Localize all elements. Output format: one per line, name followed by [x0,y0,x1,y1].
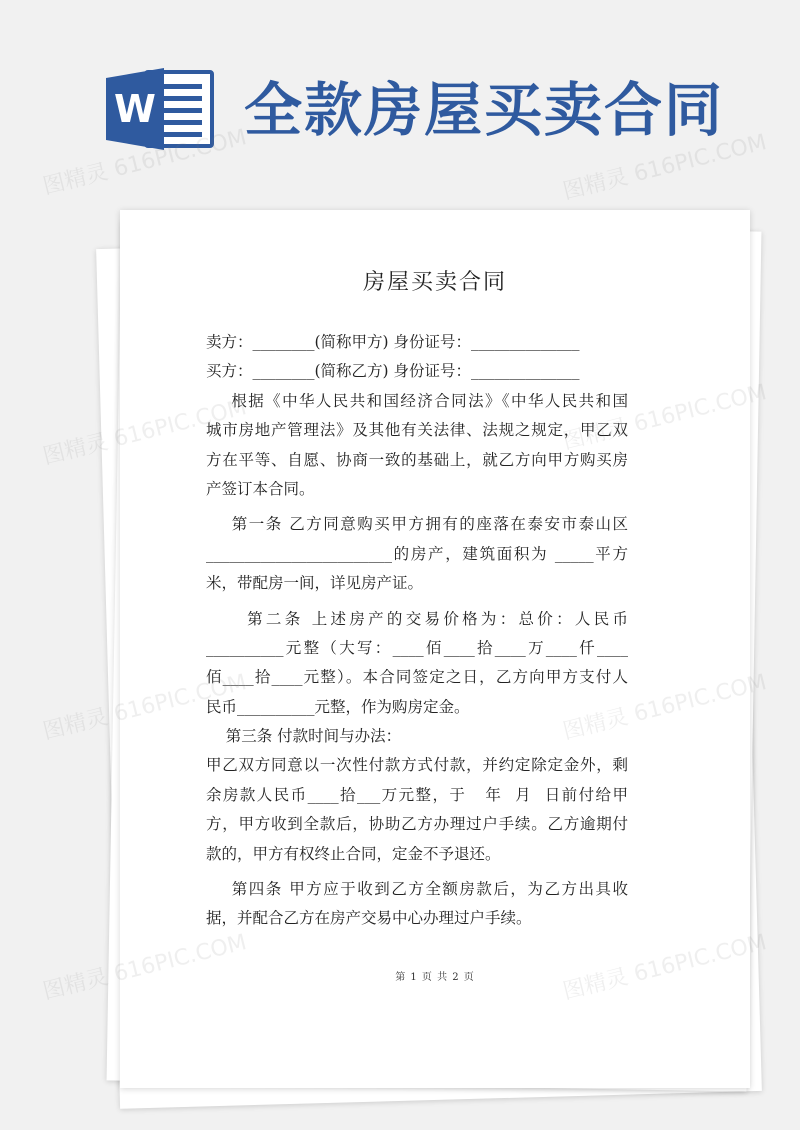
text-line: 城市房地产管理法》及其他有关法律、法规之规定，甲乙双 [206,421,628,440]
text-line: 米，带配房一间，详见房产证。 [206,574,424,593]
watermark: 图精灵 616PIC.COM [40,125,250,200]
text-line: 产签订本合同。 [206,479,315,498]
text-line: 甲乙双方同意以一次性付款方式付款，并约定除定金外，剩 [206,756,628,775]
text-line: 第二条 上述房产的交易价格为：总价：人民币 [206,609,628,628]
text-line: 第三条 付款时间与办法： [206,727,402,746]
watermark: 图精灵 [40,704,111,745]
text-line: __________元整（大写：____佰____拾____万____仟____ [206,638,628,657]
document-page [120,210,750,1088]
text-line: 佰____拾____元整）。本合同签定之日，乙方向甲方支付人 [206,668,628,687]
text-line: 余房款人民币____拾___万元整，于 年 月 日前付给甲 [206,785,628,804]
text-line: 卖方：________(简称甲方) 身份证号：______________ [206,333,580,351]
text-line: 民币__________元整，作为购房定金。 [206,697,470,716]
watermark: 图精灵 616PIC.COM [560,130,770,205]
document-body [206,328,628,934]
text-line: ________________________的房产，建筑面积为 _____平方 [206,544,628,563]
text-line: 方，甲方收到全款后，协助乙方办理过户手续。乙方逾期付 [206,815,628,834]
document-title: 房屋买卖合同 [362,270,507,295]
text-line: 第四条 甲方应于收到乙方全额房款后，为乙方出具收 [206,880,628,899]
page-number-footer: 第 1 页 共 2 页 [395,972,475,983]
svg-text:W: W [114,87,156,131]
word-document-icon [106,68,216,150]
text-line: 第一条 乙方同意购买甲方拥有的座落在泰安市泰山区 [206,515,628,534]
text-line: 根据《中华人民共和国经济合同法》《中华人民共和国 [206,391,628,410]
header-title: 全款房屋买卖合同 [244,76,725,144]
watermark: 图精灵 [40,429,111,470]
text-line: 据，并配合乙方在房产交易中心办理过户手续。 [206,909,532,928]
text-line: 方在平等、自愿、协商一致的基础上，就乙方向甲方购买房 [206,450,628,469]
text-line: 款的，甲方有权终止合同，定金不予退还。 [206,844,501,863]
text-line: 买方：________(简称乙方) 身份证号：______________ [206,362,580,381]
watermark: 图精灵 [40,964,111,1005]
